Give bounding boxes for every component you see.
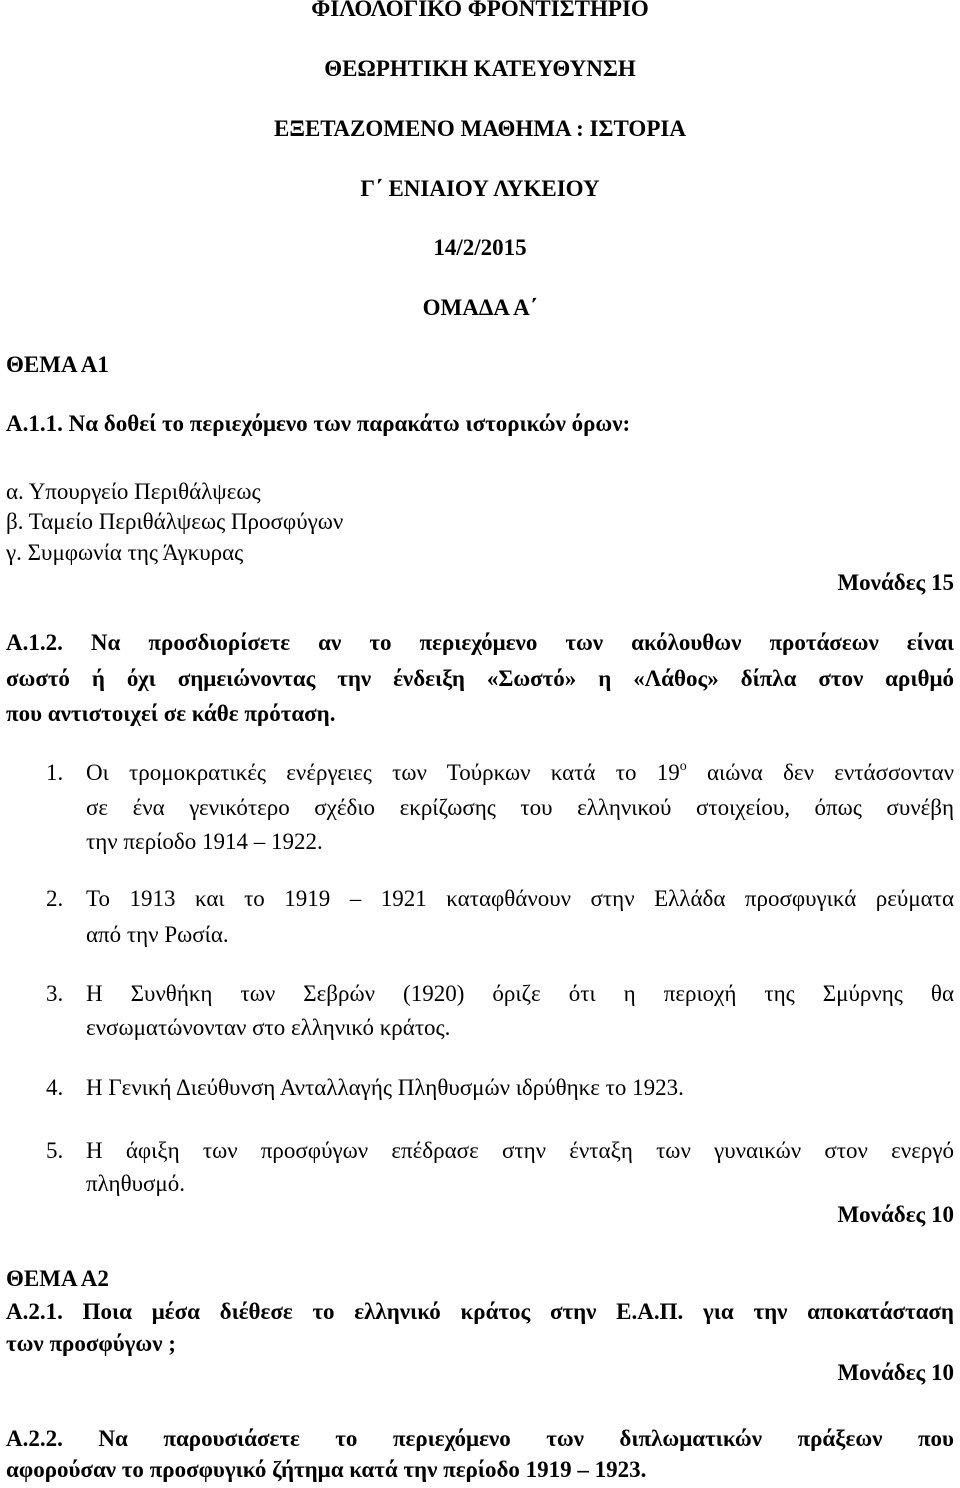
question-a21-line2: των προσφύγων ; [6,1331,176,1356]
theme-a1-title: ΘΕΜΑ Α1 [6,352,109,377]
item-3-line2: ενσωματώνονταν στο ελληνικό κράτος. [86,1015,451,1040]
header-group: ΟΜΑΔΑ Α΄ [422,295,538,320]
item-3-number: 3. [46,981,64,1006]
term-a: α. Υπουργείο Περιθάλψεως [6,479,261,504]
header-class: Γ΄ ΕΝΙΑΙΟΥ ΛΥΚΕΙΟΥ [360,176,600,201]
points-a21: Μονάδες 10 [837,1360,954,1385]
item-1-line3: την περίοδο 1914 – 1922. [86,829,323,854]
question-a12-line1: Α.1.2. Να προσδιορίσετε αν το περιεχόμενο των ακόλουθων προτάσεων είναι [6,630,954,655]
item-5-number: 5. [46,1138,64,1163]
item-1-number: 1. [46,760,64,785]
item-1-line2: σε ένα γενικότερο σχέδιο εκρίζωσης του ελληνικού στοιχείου, όπως συνέβη [86,795,954,820]
header-subject: ΕΞΕΤΑΖΟΜΕΝΟ ΜΑΘΗΜΑ : ΙΣΤΟΡΙΑ [274,116,686,141]
item-4-line1: Η Γενική Διεύθυνση Ανταλλαγής Πληθυσμών ιδρύθηκε το 1923. [86,1075,684,1100]
item-1-superscript: ο [679,759,687,774]
header-direction: ΘΕΩΡΗΤΙΚΗ ΚΑΤΕΥΘΥΝΣΗ [324,56,636,81]
item-5-line2: πληθυσμό. [86,1171,185,1196]
term-b: β. Ταμείο Περιθάλψεως Προσφύγων [6,509,344,534]
question-a22-line2: αφορούσαν το προσφυγικό ζήτημα κατά την περίοδο 1919 – 1923. [6,1457,647,1482]
header-school: ΦΙΛΟΛΟΓΙΚΟ ΦΡΟΝΤΙΣΤΗΡΙΟ [311,0,649,21]
item-4-number: 4. [46,1075,64,1100]
question-a12-line2: σωστό ή όχι σημειώνοντας την ένδειξη «Σωστό» η «Λάθος» δίπλα στον αριθμό [6,666,954,691]
header-date: 14/2/2015 [433,235,527,260]
item-2-number: 2. [46,886,64,911]
points-a11: Μονάδες 15 [837,570,954,595]
question-a11-heading: Α.1.1. Να δοθεί το περιεχόμενο των παρακάτω ιστορικών όρων: [6,411,631,436]
item-1-line1 [86,760,954,786]
theme-a2-title: ΘΕΜΑ Α2 [6,1266,109,1291]
points-a12: Μονάδες 10 [837,1202,954,1227]
question-a21-line1: Α.2.1. Ποια μέσα διέθεσε το ελληνικό κράτος στην Ε.Α.Π. για την αποκατάσταση [6,1299,954,1324]
item-1-text-b: αιώνα δεν εντάσσονταν [686,760,954,785]
item-1-text-a: Οι τρομοκρατικές ενέργειες των Τούρκων κατά το 19 [86,760,680,785]
item-5-line1: Η άφιξη των προσφύγων επέδρασε στην ένταξη των γυναικών στον ενεργό [86,1138,954,1163]
question-a12-line3: που αντιστοιχεί σε κάθε πρόταση. [6,701,336,726]
term-c: γ. Συμφωνία της Άγκυρας [6,540,244,565]
item-2-line1: Το 1913 και το 1919 – 1921 καταφθάνουν στην Ελλάδα προσφυγικά ρεύματα [86,886,954,911]
item-2-line2: από την Ρωσία. [86,922,229,947]
question-a22-line1: Α.2.2. Να παρουσιάσετε το περιεχόμενο των διπλωματικών πράξεων που [6,1426,954,1451]
item-3-line1: Η Συνθήκη των Σεβρών (1920) όριζε ότι η περιοχή της Σμύρνης θα [86,981,954,1006]
